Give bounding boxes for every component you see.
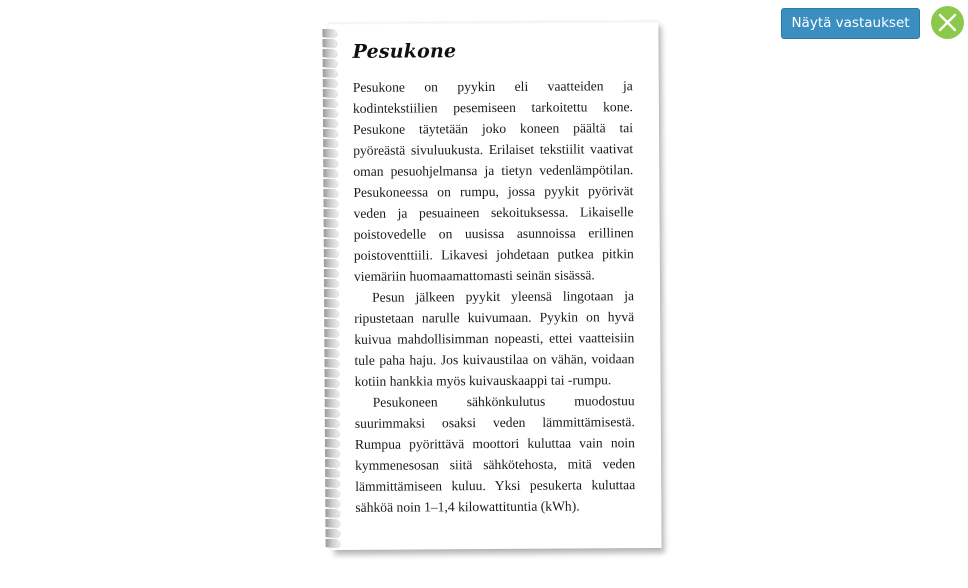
close-button[interactable] — [931, 6, 964, 39]
document-body — [353, 39, 636, 518]
close-icon — [931, 6, 964, 39]
notepad-page — [328, 21, 661, 550]
paragraph-3: Pesukoneen sähkönkulutus muodostuu suurimmaksi osaksi veden lämmittämisestä. Rumpua pyörittävä moottori kuluttaa vain noin kymmenesosan siitä sähkötehosta, mitä veden lämmittämiseen kuluu. Yksi pesukerta kuluttaa sähköä noin 1–1,4 kilowattituntia (kWh). — [354, 393, 636, 515]
spiral-binding — [322, 29, 343, 549]
document-title: Pesukone — [352, 40, 457, 63]
show-answers-button[interactable]: Näytä vastaukset — [781, 8, 920, 39]
paragraph-2: Pesun jälkeen pyykit yleensä lingotaan ja ripustetaan narulle kuivumaan. Pyykin on hyvä kuivua mahdollisimman nopeasti, ettei vaatteisiin tule paha haju. Jos kuivaustilaa on vähän, voidaan kotiin hankkia myös kuivauskaappi tai -rumpu. — [354, 288, 635, 389]
paragraph-1: Pesukone on pyykin eli vaatteiden ja kodintekstiilien pesemiseen tarkoitettu kone. Pesukone täytetään joko koneen päältä tai pyöreästä sivuluukusta. Erilaiset tekstiilit vaativat oman pesuohjelmansa ja tietyn vedenlämpötilan. Pesukoneessa on rumpu, jossa pyykit pyörivät veden ja pesuaineen sekoituksessa. Likaiselle poistovedelle on uusissa asunnoissa erillinen poistoventtiili. Likavesi johdetaan putkea pitkin viemäriin huomaamattomasti seinän sisässä. — [352, 78, 634, 284]
